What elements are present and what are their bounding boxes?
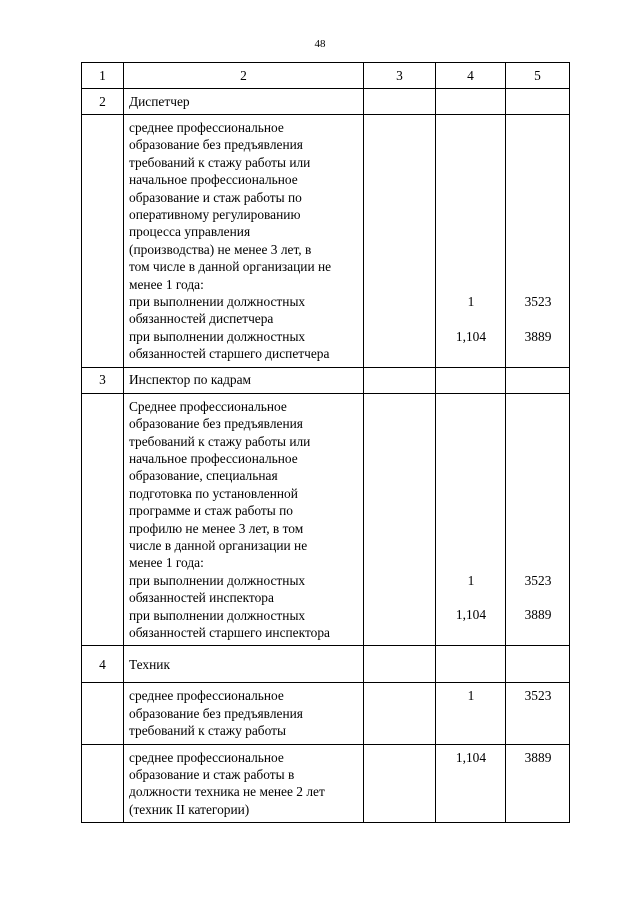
- page-number: 48: [314, 38, 326, 50]
- header-cell-1: 1: [82, 63, 124, 89]
- code-cell: [506, 744, 570, 823]
- requirement-line: обязанностей инспектора: [129, 590, 274, 606]
- requirement-line: оперативному регулированию: [129, 207, 301, 223]
- requirement-text: [124, 115, 364, 368]
- requirement-line: образование, специальная: [129, 468, 278, 484]
- coefficient-cell: [436, 393, 506, 646]
- requirement-row: [82, 744, 570, 823]
- code-value: 3523: [524, 293, 552, 309]
- empty-cell: [364, 683, 436, 744]
- header-cell-4: 4: [436, 63, 506, 89]
- requirement-line: образование без предъявления: [129, 705, 303, 721]
- section-title: Техник: [124, 646, 364, 683]
- empty-cell: [82, 393, 124, 646]
- section-number: 3: [82, 367, 124, 393]
- requirement-line: менее 1 года:: [129, 555, 204, 571]
- requirement-line: Среднее профессиональное: [129, 398, 287, 414]
- empty-cell: [364, 367, 436, 393]
- requirement-line: образование без предъявления: [129, 416, 303, 432]
- requirement-line: начальное профессиональное: [129, 172, 298, 188]
- section-title: Диспетчер: [124, 89, 364, 115]
- requirement-line: образование и стаж работы по: [129, 189, 302, 205]
- requirement-row: [82, 115, 570, 368]
- requirement-line: процесса управления: [129, 224, 251, 240]
- requirement-line: при выполнении должностных: [129, 572, 306, 588]
- requirement-line: программе и стаж работы по: [129, 503, 293, 519]
- section-number: 2: [82, 89, 124, 115]
- code-value: 3523: [524, 688, 552, 704]
- salary-table: [81, 62, 570, 823]
- empty-cell: [364, 393, 436, 646]
- empty-cell: [506, 646, 570, 683]
- requirement-line: подготовка по установленной: [129, 485, 298, 501]
- requirement-line: требований к стажу работы или: [129, 154, 311, 170]
- requirement-line: при выполнении должностных: [129, 328, 306, 344]
- code-value: 3889: [524, 749, 552, 765]
- table-header-row: [82, 63, 570, 89]
- requirement-line: (производства) не менее 3 лет, в: [129, 241, 312, 257]
- requirement-text: [124, 683, 364, 744]
- empty-cell: [82, 744, 124, 823]
- code-value: 3889: [524, 607, 552, 623]
- section-number: 4: [82, 646, 124, 683]
- requirement-line: среднее профессиональное: [129, 120, 284, 135]
- empty-cell: [436, 646, 506, 683]
- section-title-row: [82, 89, 570, 115]
- requirement-line: должности техника не менее 2 лет: [129, 784, 325, 800]
- code-cell: [506, 683, 570, 744]
- code-value: 3523: [524, 572, 552, 588]
- header-cell-2: 2: [124, 63, 364, 89]
- code-value: 3889: [524, 328, 552, 344]
- coefficient-cell: [436, 744, 506, 823]
- requirement-line: менее 1 года:: [129, 276, 204, 292]
- requirement-text: [124, 393, 364, 646]
- requirement-line: при выполнении должностных: [129, 607, 306, 623]
- requirement-line: профилю не менее 3 лет, в том: [129, 520, 304, 536]
- requirement-line: обязанностей старшего диспетчера: [129, 346, 330, 362]
- empty-cell: [82, 115, 124, 368]
- empty-cell: [364, 89, 436, 115]
- requirement-line: том числе в данной организации не: [129, 259, 332, 275]
- requirement-row: [82, 393, 570, 646]
- empty-cell: [364, 115, 436, 368]
- section-title-row: [82, 646, 570, 683]
- coefficient-cell: [436, 115, 506, 368]
- requirement-line: образование и стаж работы в: [129, 767, 295, 782]
- requirement-line: числе в данной организации не: [129, 537, 308, 553]
- requirement-line: (техник II категории): [129, 801, 250, 817]
- requirement-text: [124, 744, 364, 823]
- requirement-line: обязанностей старшего инспектора: [129, 624, 330, 640]
- coefficient-value: 1: [467, 688, 475, 704]
- code-cell: [506, 115, 570, 368]
- header-cell-5: 5: [506, 63, 570, 89]
- code-cell: [506, 393, 570, 646]
- empty-cell: [506, 89, 570, 115]
- empty-cell: [82, 683, 124, 744]
- empty-cell: [506, 367, 570, 393]
- requirement-line: требований к стажу работы или: [129, 433, 311, 449]
- coefficient-value: 1,104: [455, 328, 487, 344]
- coefficient-value: 1,104: [455, 607, 487, 623]
- requirement-line: требований к стажу работы: [129, 723, 286, 739]
- coefficient-value: 1: [467, 293, 475, 309]
- requirement-line: образование без предъявления: [129, 137, 303, 153]
- coefficient-value: 1: [467, 572, 475, 588]
- empty-cell: [364, 744, 436, 823]
- section-title: Инспектор по кадрам: [124, 367, 364, 393]
- requirement-line: начальное профессиональное: [129, 450, 298, 466]
- section-title-row: [82, 367, 570, 393]
- requirement-line: среднее профессиональное: [129, 688, 284, 704]
- requirement-row: [82, 683, 570, 744]
- requirement-line: среднее профессиональное: [129, 749, 284, 765]
- header-cell-3: 3: [364, 63, 436, 89]
- empty-cell: [364, 646, 436, 683]
- coefficient-value: 1,104: [455, 749, 487, 765]
- empty-cell: [436, 89, 506, 115]
- requirement-line: обязанностей диспетчера: [129, 311, 274, 327]
- coefficient-cell: [436, 683, 506, 744]
- requirement-line: при выполнении должностных: [129, 294, 306, 310]
- empty-cell: [436, 367, 506, 393]
